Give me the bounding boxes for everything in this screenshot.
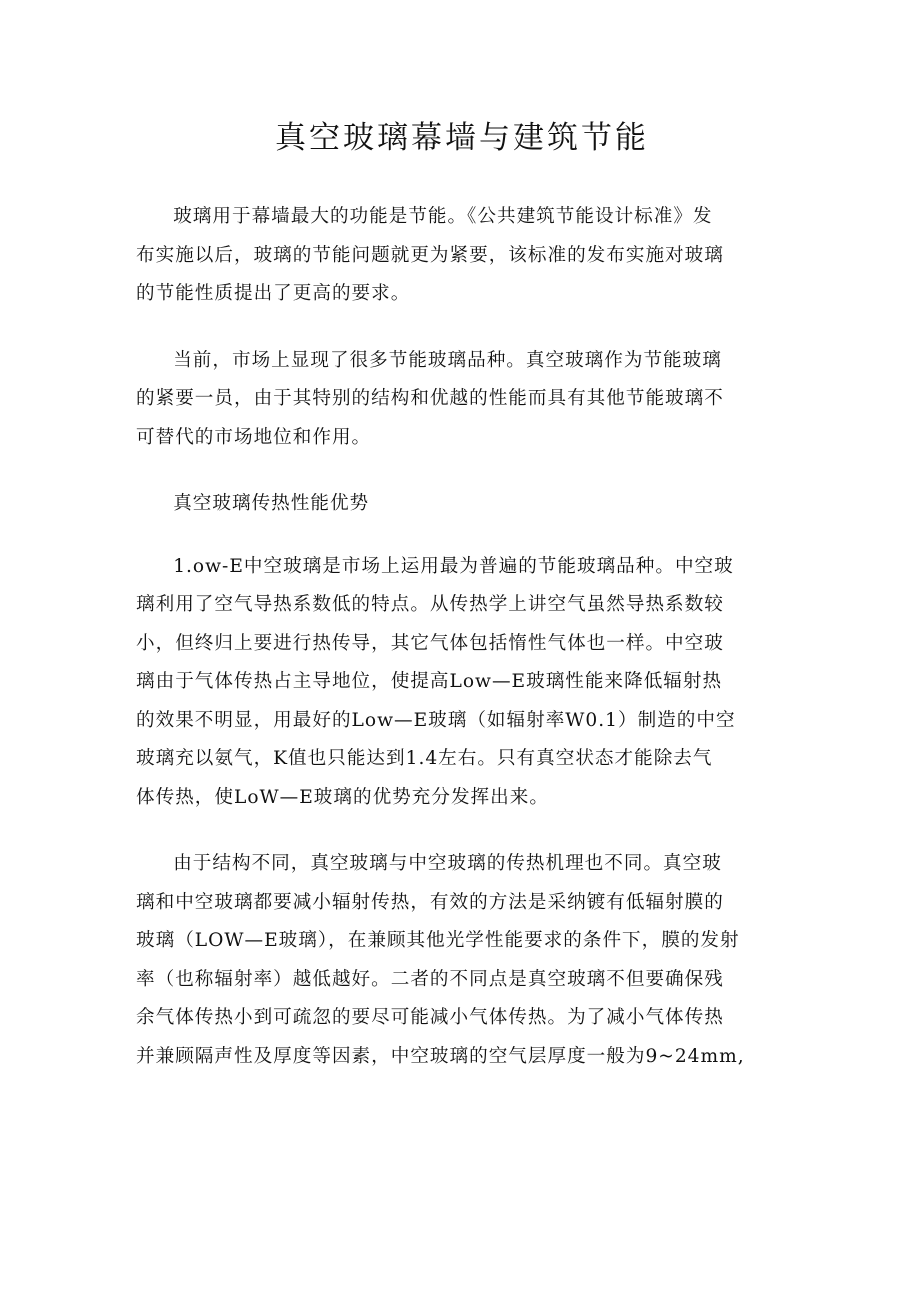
paragraph-line: 体传热，使LoW—E玻璃的优势充分发挥出来。 — [136, 786, 549, 808]
paragraph-line: 璃利用了空气导热系数低的特点。从传热学上讲空气虽然导热系数较 — [136, 594, 724, 615]
paragraph-line: 率（也称辐射率）越低越好。二者的不同点是真空玻璃不但要确保残 — [136, 968, 724, 990]
paragraph-line: 布实施以后，玻璃的节能问题就更为紧要，该标准的发布实施对玻璃 — [136, 244, 724, 266]
paragraph-line: 的紧要一员，由于其特别的结构和优越的性能而具有其他节能玻璃不 — [136, 388, 724, 409]
document-title: 真空玻璃幕墙与建筑节能 — [275, 120, 649, 156]
paragraph-line: 玻璃用于幕墙最大的功能是节能。《公共建筑节能设计标准》发 — [173, 206, 713, 227]
paragraph-line: 1.ow-E中空玻璃是市场上运用最为普遍的节能玻璃品种。中空玻 — [173, 555, 734, 577]
paragraph-market — [136, 342, 788, 458]
section-heading-text: 真空玻璃传热性能优势 — [173, 493, 370, 514]
paragraph-line: 的效果不明显，用最好的Low—E玻璃（如辐射率W0.1）制造的中空 — [136, 709, 736, 731]
paragraph-line: 当前，市场上显现了很多节能玻璃品种。真空玻璃作为节能玻璃 — [173, 349, 722, 371]
paragraph-intro — [136, 198, 788, 314]
paragraph-line: 璃和中空玻璃都要减小辐射传热，有效的方法是采纳镀有低辐射膜的 — [136, 891, 724, 913]
paragraph-line: 璃由于气体传热占主导地位，使提高Low—E玻璃性能来降低辐射热 — [136, 671, 723, 692]
paragraph-line: 玻璃（LOW—E玻璃），在兼顾其他光学性能要求的条件下，膜的发射 — [136, 930, 740, 951]
paragraph-line: 并兼顾隔声性及厚度等因素，中空玻璃的空气层厚度一般为9~24mm, — [136, 1045, 745, 1067]
section-heading — [136, 485, 788, 524]
paragraph-line: 由于结构不同，真空玻璃与中空玻璃的传热机理也不同。真空玻 — [173, 853, 722, 874]
paragraph-low-e — [136, 548, 788, 818]
paragraph-structure — [136, 845, 788, 1076]
paragraph-line: 小，但终归上要进行热传导，其它气体包括惰性气体也一样。中空玻 — [136, 632, 724, 654]
paragraph-line: 玻璃充以氨气，K值也只能达到1.4左右。只有真空状态才能除去气 — [136, 748, 713, 769]
paragraph-line: 余气体传热小到可疏忽的要尽可能减小气体传热。为了减小气体传热 — [136, 1007, 724, 1028]
document-page — [136, 112, 788, 1104]
paragraph-line: 的节能性质提出了更高的要求。 — [136, 283, 411, 304]
paragraph-line: 可替代的市场地位和作用。 — [136, 426, 372, 448]
